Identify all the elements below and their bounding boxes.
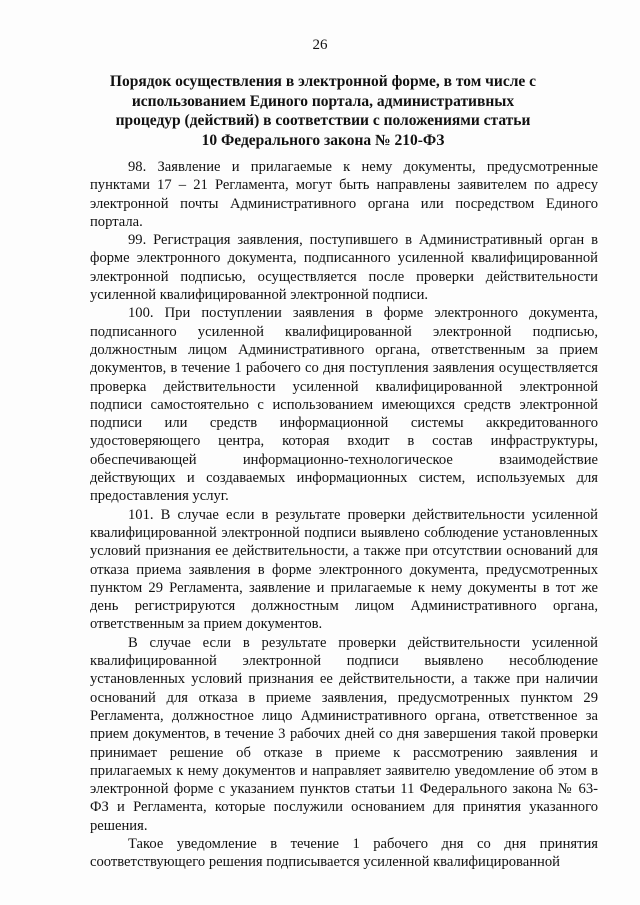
document-body xyxy=(90,158,598,872)
paragraph-101-rejection: В случае если в результате проверки действительности усиленной квалифицированной электронной подписи выявлено несоблюдение установленных условий признания ее действительности, а также при наличии оснований для отказа в приеме заявления, предусмотренных пунктом 29 Регламента, должностное лицо Административного органа, ответственное за прием документов, в течение 3 рабочих дней со дня завершения такой проверки принимает решение об отказе в приеме к рассмотрению заявления и прилагаемых к нему документов и направляет заявителю уведомление об этом в электронной форме с указанием пунктов статьи 11 Федерального закона № 63-ФЗ и Регламента, которые послужили основанием для принятия указанного решения. xyxy=(90,634,598,834)
page-number: 26 xyxy=(312,37,328,53)
paragraph-100: 100. При поступлении заявления в форме электронного документа, подписанного усиленной квалифицированной электронной подписью, должностным лицом Административного органа, ответственным за прием документов, в течение 1 рабочего со дня поступления заявления осуществляется проверка действительности усиленной квалифицированной электронной подписи самостоятельно с использованием имеющихся средств электронной подписи или средств информационной системы аккредитованного удостоверяющего центра, которая входит в состав инфраструктуры, обеспечивающей информационно-технологическое взаимодействие действующих и создаваемых информационных систем, используемых для предоставления услуг. xyxy=(90,305,598,505)
paragraph-101: 101. В случае если в результате проверки действительности усиленной квалифицированной электронной подписи выявлено соблюдение установленных условий признания ее действительности, а также при отсутствии оснований для отказа приема заявления в форме электронного документа, предусмотренных пунктом 29 Регламента, заявление и прилагаемые к нему документы в тот же день регистрируются должностным лицом Административного органа, ответственным за прием документов. xyxy=(90,506,598,633)
paragraph-notification: Такое уведомление в течение 1 рабочего дня со дня принятия соответствующего решения подписывается усиленной квалифицированной xyxy=(90,835,598,871)
paragraph-98: 98. Заявление и прилагаемые к нему документы, предусмотренные пунктами 17 – 21 Регламента, могут быть направлены заявителем по адресу электронной почты Административного органа или посредством Единого портала. xyxy=(90,159,598,230)
section-heading: Порядок осуществления в электронной форме, в том числе с использованием Единого портала, административных процедур (действий) в соответствии с положениями статьи 10 Федерального закона № 210-ФЗ xyxy=(109,73,537,149)
paragraph-99: 99. Регистрация заявления, поступившего в Административный орган в форме электронного документа, подписанного усиленной квалифицированной электронной подписью, осуществляется после проверки действительности усиленной квалифицированной электронной подписи. xyxy=(90,232,598,304)
